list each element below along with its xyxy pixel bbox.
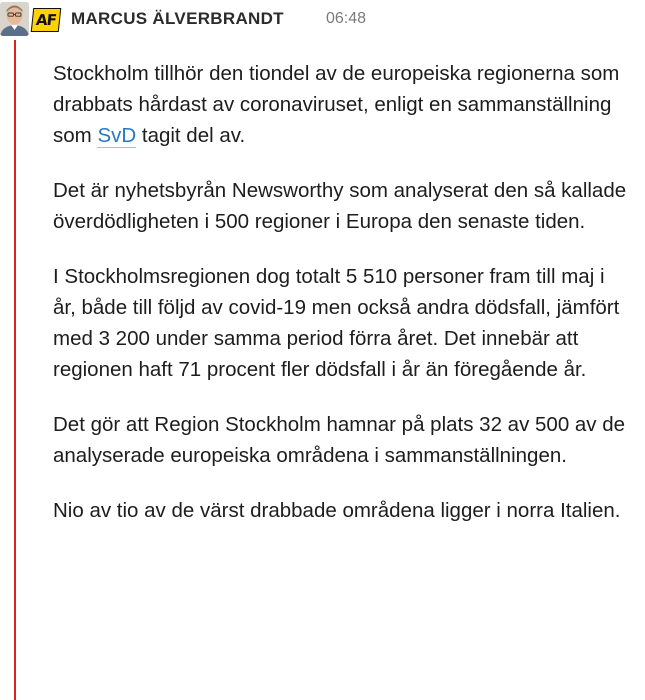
paragraph-5: Nio av tio av de värst drabbade områdena ligger i norra Italien. [53,499,621,522]
svd-link[interactable]: SvD [97,124,137,147]
article-body [53,58,628,550]
paragraph-4: Det gör att Region Stockholm hamnar på plats 32 av 500 av de analyserade europeiska områdena i sammanställningen. [53,413,626,467]
paragraph-1-text-before: Stockholm tillhör den tiondel av de europeiska regionerna som drabbats hårdast av coronaviruset, enligt en sammanställning som [53,62,620,147]
aftonbladet-badge: AF [31,8,62,32]
author-name[interactable]: MARCUS ÄLVERBRANDT [71,9,284,28]
post-timestamp: 06:48 [326,10,367,27]
paragraph-3: I Stockholmsregionen dog totalt 5 510 personer fram till maj i år, både till följd av covid-19 men också andra dödsfall, jämfört med 3 200 under samma period förra året. Det innebär att regionen haft 71 procent fler dödsfall i år än föregående år. [53,265,620,381]
paragraph-1 [53,58,628,151]
author-avatar[interactable] [0,2,29,36]
avatar-portrait-icon [0,2,29,36]
post-header [0,0,645,40]
paragraph-2: Det är nyhetsbyrån Newsworthy som analyserat den så kallade överdödligheten i 500 regioner i Europa den senaste tiden. [53,179,627,233]
timeline-divider [14,40,16,700]
paragraph-1-text-after: tagit del av. [136,124,246,147]
